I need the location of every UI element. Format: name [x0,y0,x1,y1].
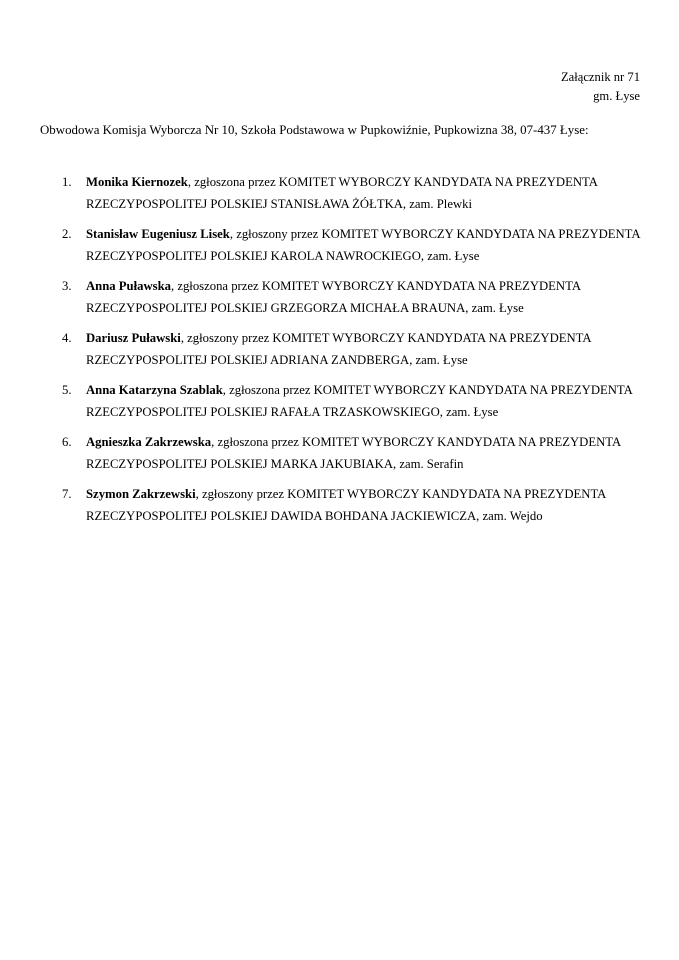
candidate-nomination: , zgłoszona przez KOMITET WYBORCZY KANDYDATA NA PREZYDENTA RZECZYPOSPOLITEJ POLSKIEJ STANISŁAWA ŻÓŁTKA, zam. Plewki [86,175,598,211]
candidate-name: Anna Puławska [86,279,171,293]
candidate-name: Stanisław Eugeniusz Lisek [86,227,230,241]
document-header-block [561,68,640,106]
candidate-nomination: , zgłoszony przez KOMITET WYBORCZY KANDYDATA NA PREZYDENTA RZECZYPOSPOLITEJ POLSKIEJ KAROLA NAWROCKIEGO, zam. Łyse [86,227,640,263]
list-item [40,432,643,475]
list-item-body [86,224,643,267]
list-item-body [86,172,643,215]
list-item-number: 7. [62,487,72,501]
candidate-list [40,172,643,527]
list-item-body [86,432,643,475]
candidate-name: Szymon Zakrzewski [86,487,196,501]
candidate-name: Dariusz Puławski [86,331,181,345]
list-item-number: 4. [62,331,72,345]
list-item-number: 3. [62,279,72,293]
list-item [40,276,643,319]
attachment-number-label: Załącznik nr 71 [560,70,640,84]
candidate-name: Anna Katarzyna Szablak [86,383,223,397]
candidate-nomination: , zgłoszona przez KOMITET WYBORCZY KANDYDATA NA PREZYDENTA RZECZYPOSPOLITEJ POLSKIEJ RAFAŁA TRZASKOWSKIEGO, zam. Łyse [86,383,633,419]
list-item [40,172,643,215]
municipality-label: gm. Łyse [593,89,640,103]
candidate-nomination: , zgłoszony przez KOMITET WYBORCZY KANDYDATA NA PREZYDENTA RZECZYPOSPOLITEJ POLSKIEJ DAWIDA BOHDANA JACKIEWICZA, zam. Wejdo [86,487,606,523]
list-item-number: 2. [62,227,72,241]
candidate-nomination: , zgłoszony przez KOMITET WYBORCZY KANDYDATA NA PREZYDENTA RZECZYPOSPOLITEJ POLSKIEJ ADRIANA ZANDBERGA, zam. Łyse [86,331,591,367]
candidate-name: Monika Kiernozek [86,175,188,189]
list-item-body [86,276,643,319]
candidate-name: Agnieszka Zakrzewska [86,435,212,449]
list-item [40,224,643,267]
list-item [40,380,643,423]
list-item-body [86,484,643,527]
list-item-body [86,380,643,423]
list-item-number: 6. [62,435,72,449]
list-item-number: 5. [62,383,72,397]
list-item [40,328,643,371]
list-item [40,484,643,527]
commission-heading: Obwodowa Komisja Wyborcza Nr 10, Szkoła Podstawowa w Pupkowiźnie, Pupkowizna 38, 07-437 Łyse: [40,123,589,137]
list-item-body [86,328,643,371]
candidate-nomination: , zgłoszona przez KOMITET WYBORCZY KANDYDATA NA PREZYDENTA RZECZYPOSPOLITEJ POLSKIEJ MARKA JAKUBIAKA, zam. Serafin [86,435,621,471]
candidate-nomination: , zgłoszona przez KOMITET WYBORCZY KANDYDATA NA PREZYDENTA RZECZYPOSPOLITEJ POLSKIEJ GRZEGORZA MICHAŁA BRAUNA, zam. Łyse [86,279,581,315]
list-item-number: 1. [62,175,72,189]
